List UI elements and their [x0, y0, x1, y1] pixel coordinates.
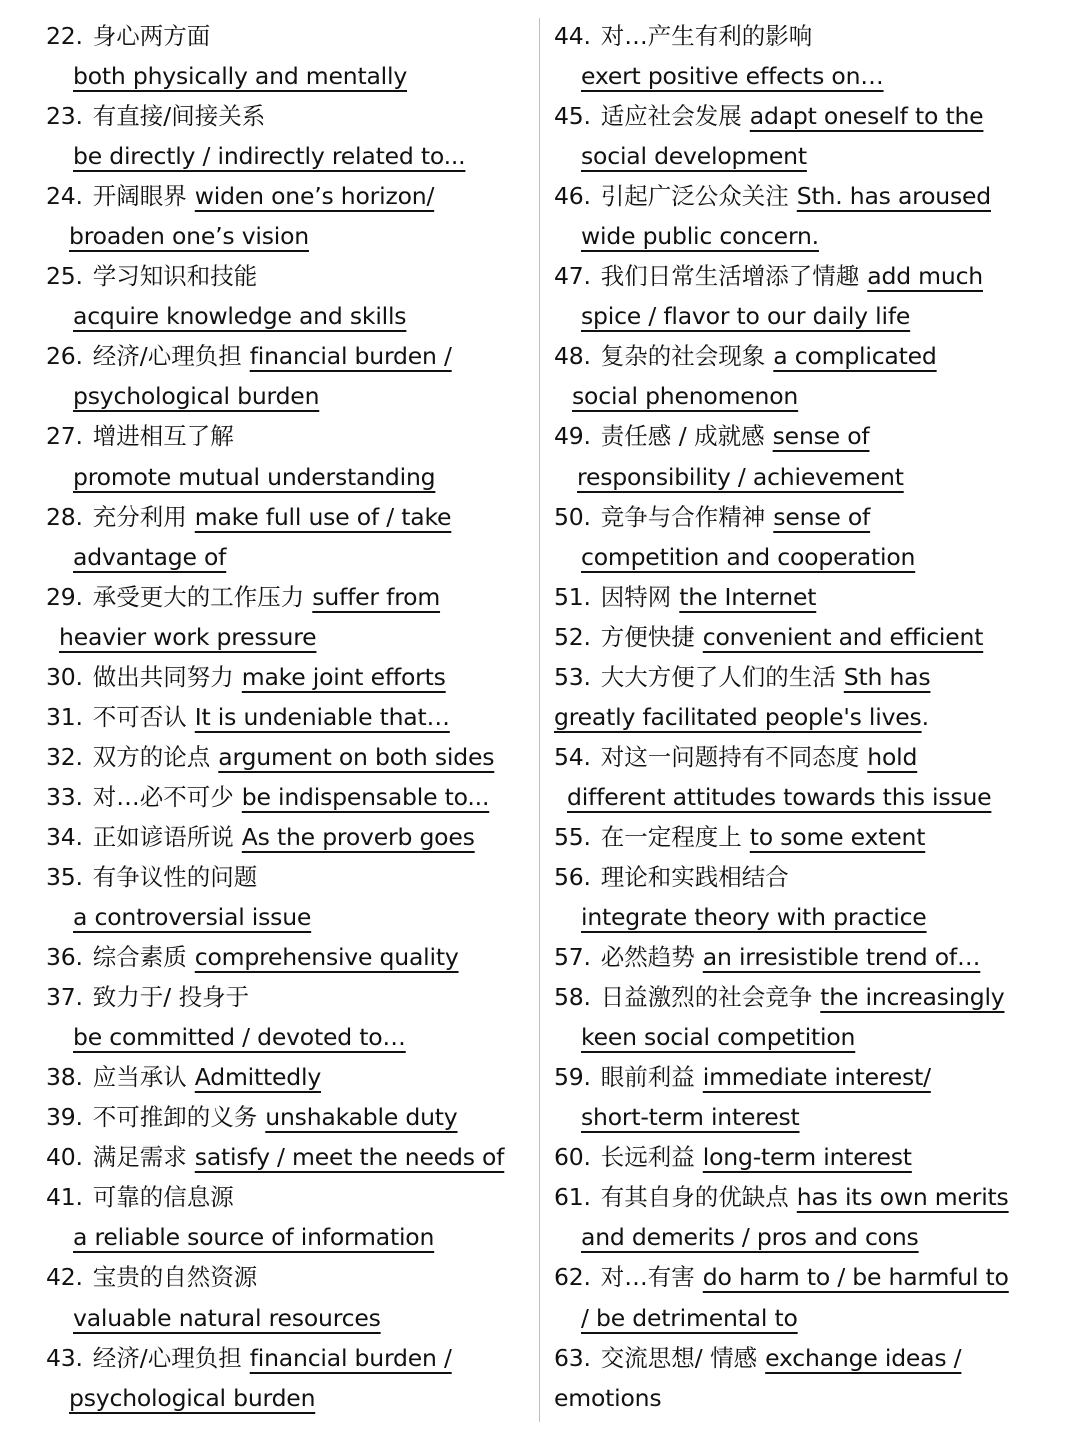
entry-46-line	[554, 176, 1044, 216]
entry-52-line	[554, 617, 1044, 657]
entry-33-line	[46, 777, 532, 817]
entry-35-line	[46, 857, 532, 897]
entry-number: 63.	[554, 1343, 591, 1372]
entry-number: 22.	[46, 22, 83, 50]
entry-26-line	[46, 336, 532, 376]
english-phrase: to some extent	[749, 822, 926, 851]
chinese-phrase: 学习知识和技能	[92, 262, 258, 291]
english-phrase: a reliable source of information	[73, 1223, 435, 1252]
chinese-phrase: 交流思想/ 情感	[600, 1343, 758, 1372]
entry-number: 40.	[46, 1143, 83, 1172]
english-phrase: greatly facilitated people's lives	[554, 702, 922, 731]
entry-number: 52.	[554, 622, 591, 651]
chinese-phrase: 竞争与合作精神	[600, 502, 766, 531]
entry-63-english	[554, 1378, 1044, 1418]
english-phrase: and demerits / pros and cons	[581, 1223, 919, 1252]
entry-number: 56.	[554, 862, 591, 891]
entry-22-line	[46, 16, 532, 56]
english-phrase: do harm to / be harmful to	[702, 1263, 1009, 1292]
entry-number: 28.	[46, 502, 83, 531]
english-phrase: social development	[581, 142, 807, 171]
english-phrase: adapt oneself to the	[749, 102, 984, 131]
entry-23-line	[46, 96, 532, 136]
entry-number: 47.	[554, 262, 591, 291]
english-phrase: social phenomenon	[572, 382, 799, 411]
english-phrase: be directly / indirectly related to...	[73, 142, 466, 171]
english-phrase: broaden one’s vision	[69, 222, 309, 251]
chinese-phrase: 长远利益	[600, 1143, 695, 1172]
english-phrase: add much	[867, 262, 983, 291]
english-phrase: It is undeniable that…	[194, 702, 450, 731]
entry-number: 55.	[554, 822, 591, 851]
entry-35-english	[46, 897, 532, 937]
entry-47-line	[554, 256, 1044, 296]
entry-38-line	[46, 1057, 532, 1097]
entry-58-english	[554, 1017, 1044, 1057]
chinese-phrase: 经济/心理负担	[92, 342, 242, 371]
chinese-phrase: 应当承认	[92, 1063, 187, 1092]
entry-number: 61.	[554, 1183, 591, 1212]
left-column	[46, 16, 532, 1418]
entry-60-line	[554, 1137, 1044, 1177]
english-phrase: the Internet	[679, 582, 817, 611]
entry-number: 29.	[46, 582, 83, 611]
chinese-phrase: 做出共同努力	[92, 662, 234, 691]
english-phrase: the increasingly	[820, 983, 1005, 1012]
english-phrase: financial burden /	[249, 1343, 452, 1372]
chinese-phrase: 增进相互了解	[92, 422, 234, 451]
entry-number: 41.	[46, 1183, 83, 1212]
english-phrase: be committed / devoted to…	[73, 1023, 406, 1052]
entry-37-english	[46, 1017, 532, 1057]
entry-24-line	[46, 176, 532, 216]
entry-25-line	[46, 256, 532, 296]
entry-number: 24.	[46, 182, 83, 211]
english-phrase: keen social competition	[581, 1023, 856, 1052]
entry-48-english	[554, 376, 1044, 416]
english-phrase: argument on both sides	[218, 742, 495, 771]
entry-number: 39.	[46, 1103, 83, 1132]
chinese-phrase: 不可推卸的义务	[92, 1103, 258, 1132]
entry-50-line	[554, 497, 1044, 537]
entry-34-line	[46, 817, 532, 857]
entry-53-line	[554, 657, 1044, 697]
english-phrase: both physically and mentally	[73, 62, 408, 91]
english-phrase: has its own merits	[796, 1183, 1009, 1212]
entry-41-english	[46, 1217, 532, 1257]
entry-number: 60.	[554, 1143, 591, 1172]
entry-number: 46.	[554, 182, 591, 211]
chinese-phrase: 承受更大的工作压力	[92, 582, 305, 611]
chinese-phrase: 开阔眼界	[92, 182, 187, 211]
chinese-phrase: 眼前利益	[600, 1063, 695, 1092]
english-phrase: make joint efforts	[241, 662, 446, 691]
chinese-phrase: 可靠的信息源	[92, 1183, 234, 1212]
entry-61-english	[554, 1217, 1044, 1257]
chinese-phrase: 致力于/ 投身于	[92, 983, 250, 1012]
entry-number: 26.	[46, 342, 83, 371]
english-phrase: convenient and efficient	[702, 622, 984, 651]
entry-number: 38.	[46, 1063, 83, 1092]
english-phrase: acquire knowledge and skills	[73, 302, 407, 331]
entry-number: 51.	[554, 582, 591, 611]
entry-59-line	[554, 1057, 1044, 1097]
chinese-phrase: 理论和实践相结合	[600, 862, 789, 891]
entry-26-english	[46, 376, 532, 416]
english-phrase: / be detrimental to	[581, 1303, 798, 1332]
english-phrase: sense of	[772, 422, 870, 451]
entry-number: 62.	[554, 1263, 591, 1292]
entry-22-english	[46, 56, 532, 96]
entry-46-english	[554, 216, 1044, 256]
english-phrase: immediate interest/	[702, 1063, 931, 1092]
entry-54-line	[554, 737, 1044, 777]
english-phrase: sense of	[773, 502, 871, 531]
entry-number: 48.	[554, 342, 591, 371]
english-phrase: a controversial issue	[73, 903, 312, 932]
chinese-phrase: 身心两方面	[92, 22, 211, 50]
entry-54-english	[554, 777, 1044, 817]
english-phrase: a complicated	[773, 342, 937, 371]
chinese-phrase: 必然趋势	[600, 943, 695, 972]
entry-31-line	[46, 697, 532, 737]
entry-30-line	[46, 657, 532, 697]
chinese-phrase: 在一定程度上	[600, 822, 742, 851]
entry-44-english	[554, 56, 1044, 96]
entry-39-line	[46, 1097, 532, 1137]
entry-number: 37.	[46, 983, 83, 1012]
entry-number: 49.	[554, 422, 591, 451]
entry-number: 33.	[46, 782, 83, 811]
right-column	[554, 16, 1044, 1418]
entry-28-english	[46, 537, 532, 577]
entry-number: 35.	[46, 862, 83, 891]
english-phrase: comprehensive quality	[194, 943, 459, 972]
entry-51-line	[554, 577, 1044, 617]
chinese-phrase: 因特网	[600, 582, 672, 611]
entry-number: 58.	[554, 983, 591, 1012]
entry-27-english	[46, 457, 532, 497]
entry-number: 54.	[554, 742, 591, 771]
english-phrase: exert positive effects on…	[581, 62, 884, 91]
entry-number: 53.	[554, 662, 591, 691]
entry-37-line	[46, 977, 532, 1017]
chinese-phrase: 我们日常生活增添了情趣	[600, 262, 860, 291]
entry-number: 43.	[46, 1343, 83, 1372]
entry-number: 57.	[554, 943, 591, 972]
entry-45-line	[554, 96, 1044, 136]
english-phrase: long-term interest	[702, 1143, 912, 1172]
english-phrase: an irresistible trend of…	[702, 943, 981, 972]
entry-28-line	[46, 497, 532, 537]
english-phrase: hold	[867, 742, 918, 771]
entry-43-english	[46, 1378, 532, 1418]
english-phrase: unshakable duty	[265, 1103, 458, 1132]
entry-29-line	[46, 577, 532, 617]
english-phrase: emotions	[554, 1383, 662, 1412]
chinese-phrase: 大大方便了人们的生活	[600, 662, 836, 691]
entry-63-line	[554, 1338, 1044, 1378]
entry-27-line	[46, 416, 532, 456]
chinese-phrase: 正如谚语所说	[92, 822, 234, 851]
chinese-phrase: 有其自身的优缺点	[600, 1183, 789, 1212]
english-phrase: psychological burden	[69, 1383, 316, 1412]
chinese-phrase: 对…产生有利的影响	[600, 22, 813, 50]
english-phrase: responsibility / achievement	[577, 462, 904, 491]
english-phrase: heavier work pressure	[59, 622, 317, 651]
chinese-phrase: 日益激烈的社会竞争	[600, 983, 813, 1012]
entry-49-line	[554, 416, 1044, 456]
entry-number: 27.	[46, 422, 83, 451]
entry-number: 25.	[46, 262, 83, 291]
entry-23-english	[46, 136, 532, 176]
entry-number: 50.	[554, 502, 591, 531]
entry-44-line	[554, 16, 1044, 56]
entry-43-line	[46, 1338, 532, 1378]
entry-42-line	[46, 1257, 532, 1297]
chinese-phrase: 对…有害	[600, 1263, 695, 1292]
chinese-phrase: 责任感 / 成就感	[600, 422, 765, 451]
entry-57-line	[554, 937, 1044, 977]
entry-62-english	[554, 1298, 1044, 1338]
period-mark: .	[921, 702, 929, 731]
english-phrase: exchange ideas /	[765, 1343, 962, 1372]
entry-number: 30.	[46, 662, 83, 691]
english-phrase: integrate theory with practice	[581, 903, 927, 932]
english-phrase: competition and cooperation	[581, 542, 916, 571]
english-phrase: valuable natural resources	[73, 1303, 381, 1332]
english-phrase: Admittedly	[194, 1063, 322, 1092]
entry-24-english	[46, 216, 532, 256]
entry-number: 34.	[46, 822, 83, 851]
entry-number: 31.	[46, 702, 83, 731]
english-phrase: make full use of / take	[194, 502, 452, 531]
chinese-phrase: 双方的论点	[92, 742, 211, 771]
chinese-phrase: 有争议性的问题	[92, 862, 258, 891]
entry-41-line	[46, 1177, 532, 1217]
entry-42-english	[46, 1298, 532, 1338]
english-phrase: suffer from	[312, 582, 441, 611]
chinese-phrase: 宝贵的自然资源	[92, 1263, 258, 1292]
chinese-phrase: 适应社会发展	[600, 102, 742, 131]
english-phrase: different attitudes towards this issue	[567, 782, 992, 811]
english-phrase: Sth has	[843, 662, 931, 691]
english-phrase: satisfy / meet the needs of	[194, 1143, 505, 1172]
entry-48-line	[554, 336, 1044, 376]
entry-number: 59.	[554, 1063, 591, 1092]
chinese-phrase: 对…必不可少	[92, 782, 234, 811]
entry-45-english	[554, 136, 1044, 176]
entry-number: 23.	[46, 102, 83, 131]
entry-number: 45.	[554, 102, 591, 131]
chinese-phrase: 充分利用	[92, 502, 187, 531]
chinese-phrase: 满足需求	[92, 1143, 187, 1172]
english-phrase: widen one’s horizon/	[194, 182, 435, 211]
english-phrase: wide public concern.	[581, 222, 819, 251]
english-phrase: spice / flavor to our daily life	[581, 302, 911, 331]
chinese-phrase: 不可否认	[92, 702, 187, 731]
entry-53-english	[554, 697, 1044, 737]
entry-55-line	[554, 817, 1044, 857]
entry-59-english	[554, 1097, 1044, 1137]
entry-50-english	[554, 537, 1044, 577]
entry-36-line	[46, 937, 532, 977]
chinese-phrase: 对这一问题持有不同态度	[600, 742, 860, 771]
chinese-phrase: 有直接/间接关系	[92, 102, 266, 131]
english-phrase: be indispensable to...	[241, 782, 490, 811]
english-phrase: financial burden /	[249, 342, 452, 371]
chinese-phrase: 综合素质	[92, 943, 187, 972]
entry-32-line	[46, 737, 532, 777]
entry-40-line	[46, 1137, 532, 1177]
chinese-phrase: 经济/心理负担	[92, 1343, 242, 1372]
english-phrase: advantage of	[73, 542, 227, 571]
entry-25-english	[46, 296, 532, 336]
chinese-phrase: 复杂的社会现象	[600, 342, 766, 371]
english-phrase: short-term interest	[581, 1103, 800, 1132]
english-phrase: psychological burden	[73, 382, 320, 411]
chinese-phrase: 方便快捷	[600, 622, 695, 651]
entry-number: 32.	[46, 742, 83, 771]
entry-58-line	[554, 977, 1044, 1017]
entry-number: 36.	[46, 943, 83, 972]
english-phrase: Sth. has aroused	[796, 182, 991, 211]
entry-number: 42.	[46, 1263, 83, 1292]
entry-62-line	[554, 1257, 1044, 1297]
entry-56-english	[554, 897, 1044, 937]
entry-49-english	[554, 457, 1044, 497]
entry-47-english	[554, 296, 1044, 336]
english-phrase: As the proverb goes	[241, 822, 475, 851]
entry-56-line	[554, 857, 1044, 897]
english-phrase: promote mutual understanding	[73, 462, 436, 491]
chinese-phrase: 引起广泛公众关注	[600, 182, 789, 211]
column-divider	[539, 18, 540, 1422]
entry-number: 44.	[554, 22, 591, 50]
entry-29-english	[46, 617, 532, 657]
entry-61-line	[554, 1177, 1044, 1217]
